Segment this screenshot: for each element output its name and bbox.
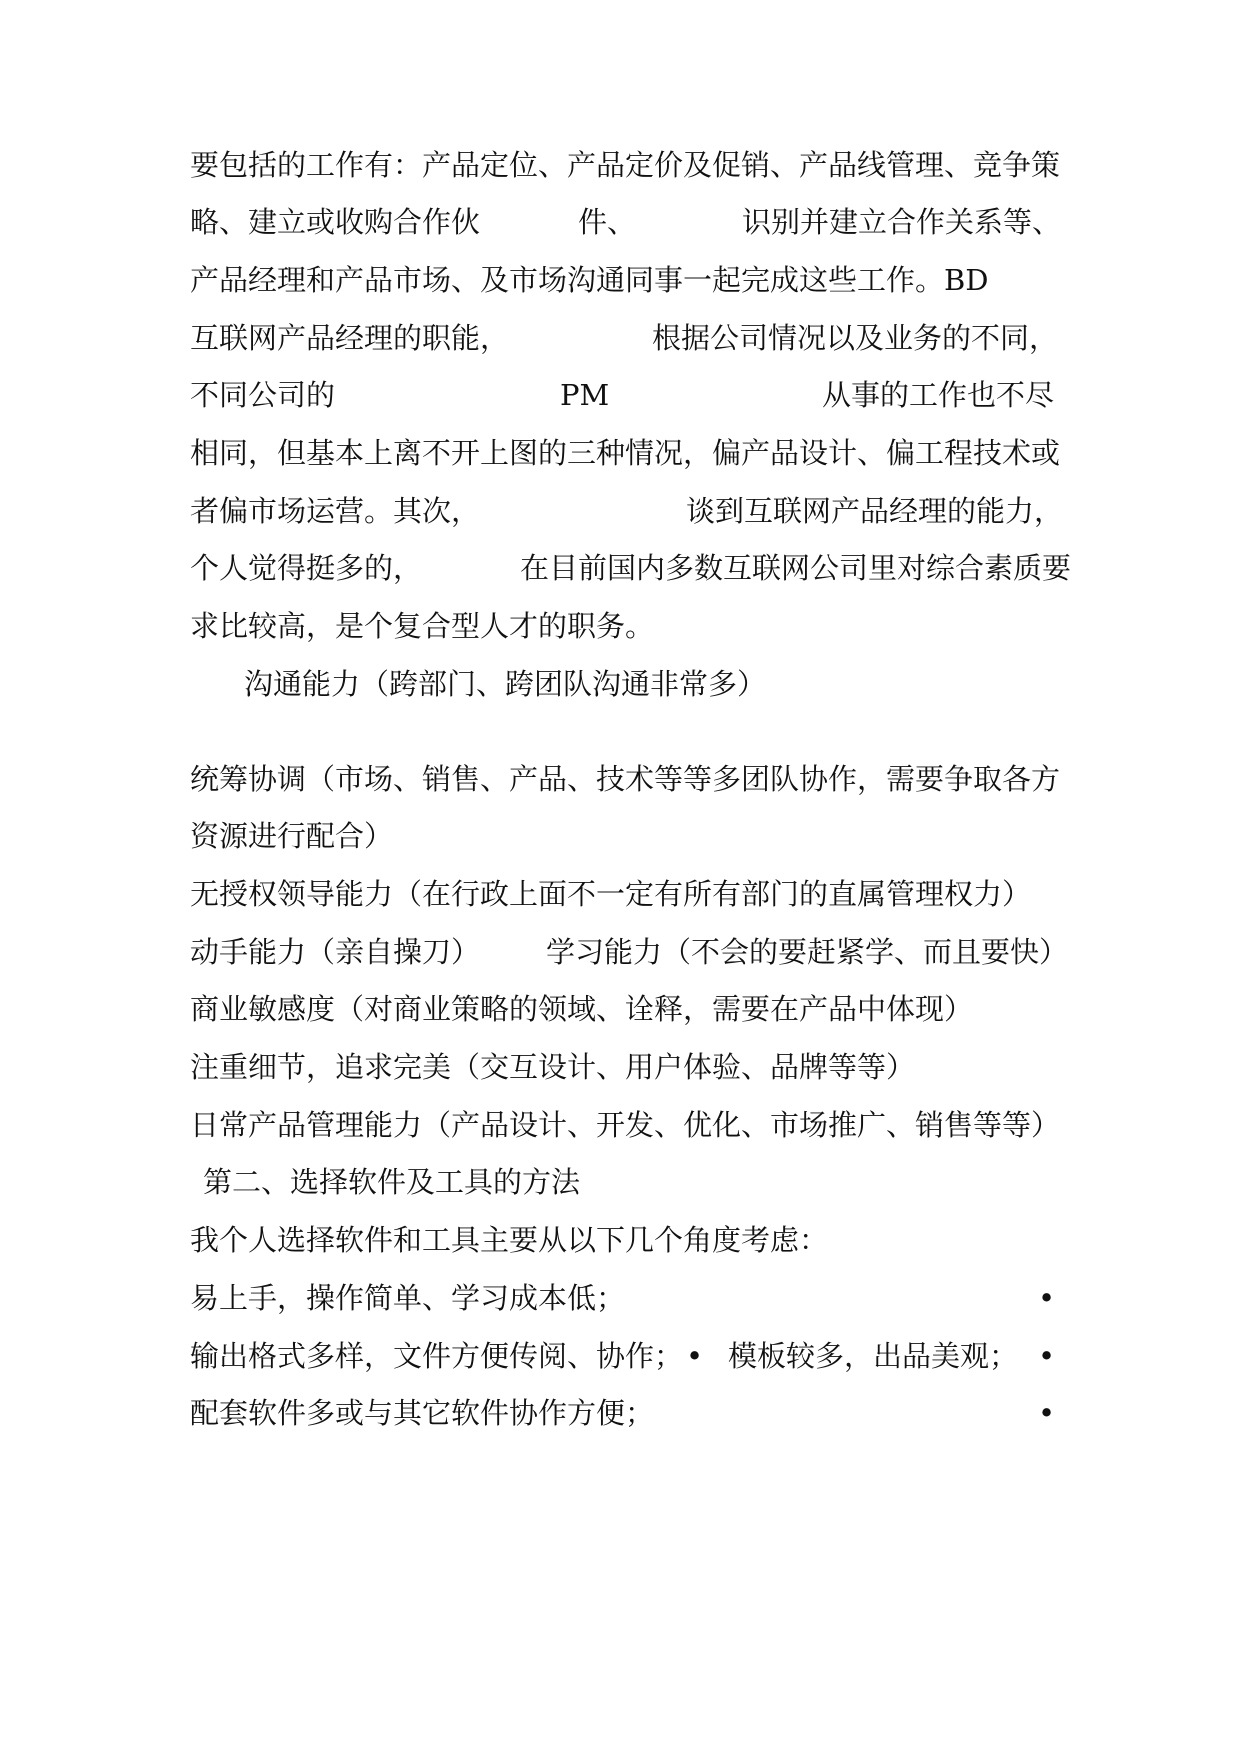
criteria-text: 配套软件多或与其它软件协作方便； [190,1396,655,1430]
criteria-line-1 [190,1278,1072,1318]
ability-text: 沟通能力（跨部门、跨团队沟通非常多） [244,667,767,701]
paragraph-1-line-3 [190,260,1072,300]
criteria-line-3 [190,1393,1072,1433]
text-segment: 互联网产品经理的职能， [190,321,510,355]
paragraph-1-line-1 [190,145,1072,185]
text-line: 相同，但基本上离不开上图的三种情况，偏产品设计、偏工程技术或 [190,436,1061,470]
ability-communication [190,664,1072,704]
text-segment: 谈到互联网产品经理的能力， [686,494,1064,528]
ability-text: 动手能力（亲自操刀） [190,935,481,969]
ability-text: 学习能力（不会的要赶紧学、而且要快） [546,935,1069,969]
ability-text: 注重细节，追求完美（交互设计、用户体验、品牌等等） [190,1050,916,1084]
text-segment: 从事的工作也不尽 [822,378,1055,412]
text-segment: 者偏市场运营。其次， [190,494,481,528]
ability-text: 无授权领导能力（在行政上面不一定有所有部门的直属管理权力） [190,877,1032,911]
section-2-heading [190,1162,1072,1202]
text-segment: 识别并建立合作关系等、 [742,205,1062,239]
ability-leadership [190,874,1072,914]
section-heading: 第二、选择软件及工具的方法 [203,1165,581,1199]
text-segment: 个人觉得挺多的， [190,551,423,585]
criteria-text: 输出格式多样，文件方便传阅、协作； [190,1339,684,1373]
section-2-intro [190,1220,1072,1260]
section-intro: 我个人选择软件和工具主要从以下几个角度考虑： [190,1223,829,1257]
paragraph-2-line-5 [190,548,1072,588]
ability-text: 统筹协调（市场、销售、产品、技术等等多团队协作，需要争取各方 [190,762,1061,796]
text-line: 要包括的工作有：产品定位、产品定价及促销、产品线管理、竞争策 [190,148,1061,182]
bullet-icon: • [686,1339,704,1373]
paragraph-2-line-1 [190,318,1072,358]
criteria-text: 易上手，操作简单、学习成本低； [190,1281,626,1315]
ability-business [190,989,1072,1029]
bullet-icon: • [1038,1281,1056,1315]
text-segment: 在目前国内多数互联网公司里对综合素质要 [520,551,1072,585]
criteria-line-2 [190,1336,1072,1376]
text-segment: 根据公司情况以及业务的不同， [652,321,1059,355]
text-segment: 不同公司的 [190,378,336,412]
bullet-icon: • [1038,1396,1056,1430]
ability-text: 日常产品管理能力（产品设计、开发、优化、市场推广、销售等等） [190,1108,1061,1142]
paragraph-2-line-3 [190,433,1072,473]
paragraph-2-line-4 [190,491,1072,531]
ability-coordination-line-2 [190,816,1072,856]
ability-hands-on-and-learning [190,932,1072,972]
ability-management [190,1105,1072,1145]
paragraph-2-line-2 [190,375,1072,415]
bullet-icon: • [1038,1339,1056,1373]
text-line: 求比较高，是个复合型人才的职务。 [190,609,655,643]
ability-coordination-line-1 [190,759,1072,799]
text-segment: 略、建立或收购合作伙 [190,205,481,239]
text-segment: PM [560,378,610,412]
ability-text: 商业敏感度（对商业策略的领域、诠释，需要在产品中体现） [190,992,974,1026]
text-line: 产品经理和产品市场、及市场沟通同事一起完成这些工作。BD [190,263,989,297]
ability-text: 资源进行配合） [190,819,394,853]
criteria-text: 模板较多，出品美观； [728,1339,1019,1373]
paragraph-2-line-6 [190,606,1072,646]
text-segment: 件、 [578,205,637,239]
ability-detail [190,1047,1072,1087]
paragraph-1-line-2 [190,202,1072,242]
